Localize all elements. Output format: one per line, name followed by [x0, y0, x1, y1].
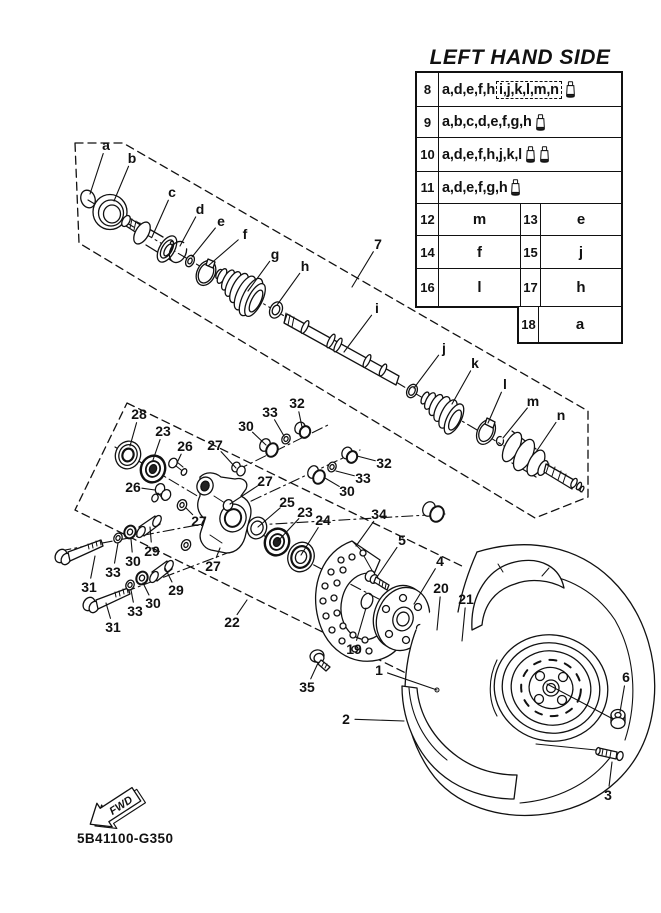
wheel-nut-6: [611, 710, 625, 729]
row-number: 11: [417, 172, 439, 203]
callout-label-30: 30: [125, 553, 141, 569]
callout-label-26: 26: [177, 438, 193, 454]
row-letters: a,d,e,f,h,j,k,l: [439, 138, 621, 171]
cv-boot-g: [215, 267, 270, 319]
callout-label-31: 31: [105, 619, 121, 635]
leader-line-22: [237, 600, 247, 615]
callout-label-32: 32: [289, 395, 305, 411]
callout-label-27: 27: [205, 558, 221, 574]
callout-label-h: h: [300, 258, 310, 274]
row-number: 12: [417, 204, 439, 235]
callout-label-2: 2: [342, 711, 350, 727]
row-number: 17: [520, 269, 541, 306]
table-row-14-15: [417, 236, 621, 269]
callout-label-24: 24: [315, 512, 331, 528]
callout-label-5: 5: [398, 532, 406, 548]
callout-label-27: 27: [257, 473, 273, 489]
row-letters: a,d,e,f,g,h: [439, 172, 621, 203]
table-row-11: [417, 172, 621, 204]
leader-line-33: [336, 471, 354, 476]
leader-line-k: [452, 371, 471, 404]
clip-e: [184, 254, 196, 268]
leader-line-33: [115, 543, 118, 563]
callout-label-31: 31: [81, 579, 97, 595]
callout-label-29: 29: [168, 582, 184, 598]
table-row-10: [417, 138, 621, 172]
leader-line-l: [488, 392, 501, 423]
row-number: 14: [417, 236, 439, 268]
leader-line-19: [357, 608, 366, 640]
leader-line-33: [275, 420, 284, 436]
cv-boot-k: [419, 391, 467, 437]
sleeve-29-row1: [135, 514, 163, 539]
callout-label-20: 20: [433, 580, 449, 596]
leader-line-a: [90, 154, 103, 194]
callout-label-23: 23: [155, 423, 171, 439]
bolt-35: [309, 648, 330, 671]
row-letter: j: [578, 243, 584, 261]
row-letter: l: [477, 279, 482, 296]
nut-32-chain2: [340, 445, 359, 464]
callout-label-30: 30: [339, 483, 355, 499]
callout-label-b: b: [127, 150, 137, 166]
leader-line-26: [142, 488, 155, 490]
row-letter: m: [472, 211, 487, 228]
grease-tube-icon: [510, 179, 521, 196]
leader-line-5: [377, 547, 397, 577]
callout-label-i: i: [375, 300, 379, 316]
part-number: 5B41100-G350: [77, 831, 174, 846]
leader-line-30: [143, 583, 149, 595]
callout-label-30: 30: [145, 595, 161, 611]
callout-label-3: 3: [604, 787, 612, 803]
leader-line-i: [344, 315, 372, 352]
callout-label-g: g: [270, 246, 280, 262]
leader-line-c: [152, 200, 168, 237]
callout-label-33: 33: [105, 564, 121, 580]
row-number: 8: [417, 73, 439, 106]
table-row-16-17: [417, 269, 621, 306]
leader-line-27: [221, 452, 236, 468]
leader-line-35: [311, 663, 318, 679]
row-number: 10: [417, 138, 439, 171]
row-letter: a: [575, 315, 585, 333]
callout-label-a: a: [102, 137, 110, 153]
callout-label-33: 33: [127, 603, 143, 619]
leader-line-30: [131, 539, 132, 552]
ref-table-main: [415, 71, 623, 308]
callout-label-32: 32: [376, 455, 392, 471]
callout-label-19: 19: [346, 641, 362, 657]
callout-label-f: f: [242, 226, 248, 242]
boot-clamp-f: [192, 257, 219, 288]
callout-label-30: 30: [238, 418, 254, 434]
fwd-label: FWD: [107, 794, 136, 818]
row-number: 16: [417, 269, 439, 306]
row-number: 15: [520, 236, 541, 268]
grease-tube-icon: [565, 81, 576, 98]
leader-line-2: [355, 719, 404, 721]
leader-line-f: [208, 240, 238, 266]
leader-line-33: [131, 590, 133, 602]
boxed-letters: i,j,k,l,m,n: [496, 81, 562, 99]
callout-label-4: 4: [436, 553, 444, 569]
row-number: 9: [417, 107, 439, 137]
callout-label-m: m: [526, 393, 540, 409]
cap-nut-30-right: [420, 500, 446, 524]
cv-joint-housing-c: [120, 214, 181, 265]
callout-label-d: d: [195, 201, 205, 217]
leader-line-j: [414, 355, 439, 388]
callout-label-k: k: [471, 355, 479, 371]
leader-line-31: [106, 603, 110, 618]
bolt-31-upper: [53, 540, 103, 566]
callout-label-28: 28: [131, 406, 147, 422]
leader-line-b: [114, 166, 129, 201]
row-letter: e: [576, 211, 586, 228]
joint-26-lower: [151, 482, 173, 503]
grease-tube-icon: [525, 146, 536, 163]
grease-tube-icon: [539, 146, 550, 163]
callout-label-27: 27: [207, 437, 223, 453]
callout-label-e: e: [217, 213, 225, 229]
outer-cv-joint-n: [498, 430, 584, 493]
ref-table-tail: [517, 307, 623, 344]
leader-line-32: [357, 456, 375, 461]
row-letters: a,b,c,d,e,f,g,h: [439, 107, 621, 137]
callout-label-26: 26: [125, 479, 141, 495]
bolt-26-upper: [167, 457, 188, 477]
leader-line-h: [277, 273, 300, 305]
leader-line-30: [325, 478, 339, 486]
grease-tube-icon: [535, 114, 546, 131]
ring-j: [405, 383, 420, 400]
nut-32-chain1: [293, 420, 312, 439]
callout-label-23: 23: [297, 504, 313, 520]
callout-label-27: 27: [191, 513, 207, 529]
callout-label-21: 21: [458, 591, 474, 607]
callout-label-l: l: [503, 376, 507, 392]
table-row-8: [417, 73, 621, 107]
table-title: LEFT HAND SIDE: [429, 46, 611, 69]
drive-shaft-i: [284, 313, 399, 385]
oring-19: [359, 592, 375, 611]
leader-line-e: [192, 228, 215, 257]
row-letter: h: [576, 279, 586, 296]
leader-line-n: [536, 422, 556, 452]
bearing-23-upper: [137, 452, 169, 486]
leader-line-34: [356, 521, 374, 546]
callout-label-j: j: [442, 340, 446, 356]
ring-h: [267, 300, 285, 320]
washer-30-row1: [122, 524, 137, 540]
row-number: 18: [519, 307, 539, 342]
leader-line-31: [91, 556, 95, 578]
callout-label-7: 7: [374, 236, 382, 252]
table-row-12-13: [417, 204, 621, 236]
callout-label-33: 33: [355, 470, 371, 486]
seal-28: [111, 438, 144, 473]
leader-line-26: [177, 454, 181, 463]
row-number: 13: [520, 204, 541, 235]
callout-label-33: 33: [262, 404, 278, 420]
callout-label-1: 1: [375, 662, 383, 678]
callout-label-25: 25: [279, 494, 295, 510]
boot-clamp-l: [473, 417, 499, 448]
callout-label-35: 35: [299, 679, 315, 695]
callout-label-6: 6: [622, 669, 630, 685]
row-letter: f: [477, 243, 482, 261]
callout-label-29: 29: [144, 543, 160, 559]
callout-label-34: 34: [371, 506, 387, 522]
callout-label-22: 22: [224, 614, 240, 630]
callout-label-n: n: [556, 407, 566, 423]
leader-line-d: [180, 217, 196, 246]
callout-label-c: c: [168, 184, 176, 200]
bolt-5: [363, 569, 389, 590]
table-row-9: [417, 107, 621, 138]
row-letters: a,d,e,f,h i,j,k,l,m,n: [439, 73, 621, 106]
